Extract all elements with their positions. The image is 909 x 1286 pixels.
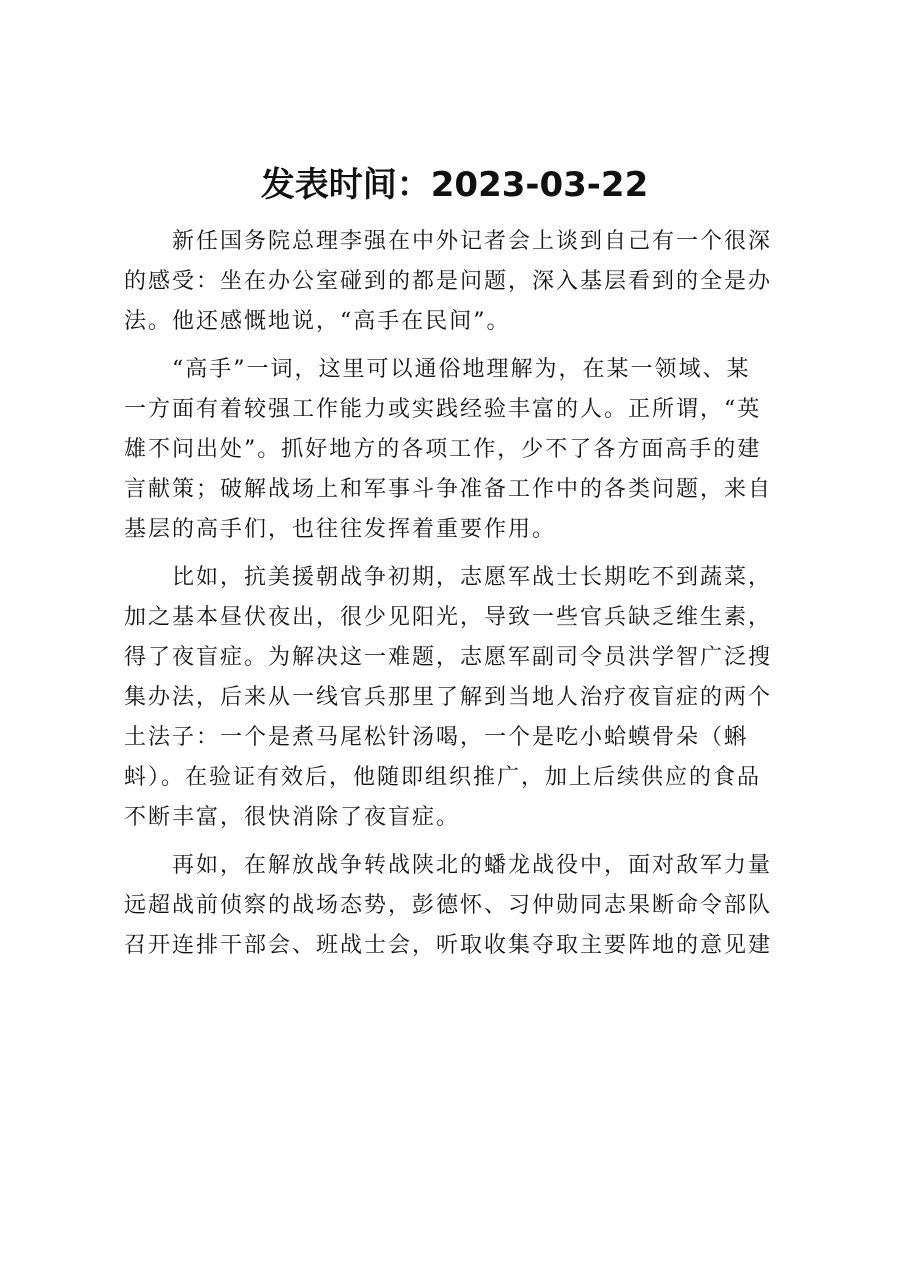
paragraph-2: [124, 350, 784, 550]
paragraph-4: [124, 846, 784, 966]
text-line: 新任国务院总理李强在中外记者会上谈到自己有一个很深: [124, 229, 773, 254]
text-line: 言献策；破解战场上和军事斗争准备工作中的各类问题，来自: [124, 477, 773, 502]
text-line: 基层的高手们，也往往发挥着重要作用。: [124, 517, 557, 542]
text-line: 的感受：坐在办公室碰到的都是问题，深入基层看到的全是办: [124, 269, 773, 294]
text-line: 一方面有着较强工作能力或实践经验丰富的人。正所谓，“英: [124, 397, 762, 422]
text-line: “高手”一词，这里可以通俗地理解为，在某一领域、某: [124, 357, 751, 382]
paragraph-1: [124, 222, 784, 342]
page-title: 发表时间：2023-03-22: [260, 165, 649, 205]
text-line: 不断丰富，很快消除了夜盲症。: [124, 805, 461, 830]
text-line: 蚪）。在验证有效后，他随即组织推广，加上后续供应的食品: [124, 765, 762, 790]
text-line: 加之基本昼伏夜出，很少见阳光，导致一些官兵缺乏维生素，: [124, 605, 773, 630]
paragraph-3: [124, 558, 784, 838]
text-line: 再如，在解放战争转战陕北的蟠龙战役中，面对敌军力量: [124, 853, 773, 878]
text-line: 远超战前侦察的战场态势，彭德怀、习仲勋同志果断命令部队: [124, 893, 773, 918]
text-line: 比如，抗美援朝战争初期，志愿军战士长期吃不到蔬菜，: [124, 565, 773, 590]
article-body: [124, 222, 784, 966]
text-line: 召开连排干部会、班战士会，听取收集夺取主要阵地的意见建: [124, 933, 773, 958]
text-line: 雄不问出处”。抓好地方的各项工作，少不了各方面高手的建: [124, 437, 762, 462]
text-line: 土法子：一个是煮马尾松针汤喝，一个是吃小蛤蟆骨朵（蝌: [124, 725, 749, 750]
text-line: 法。他还感慨地说，“高手在民间”。: [124, 309, 511, 334]
text-line: 得了夜盲症。为解决这一难题，志愿军副司令员洪学智广泛搜: [124, 645, 773, 670]
text-line: 集办法，后来从一线官兵那里了解到当地人治疗夜盲症的两个: [124, 685, 773, 710]
